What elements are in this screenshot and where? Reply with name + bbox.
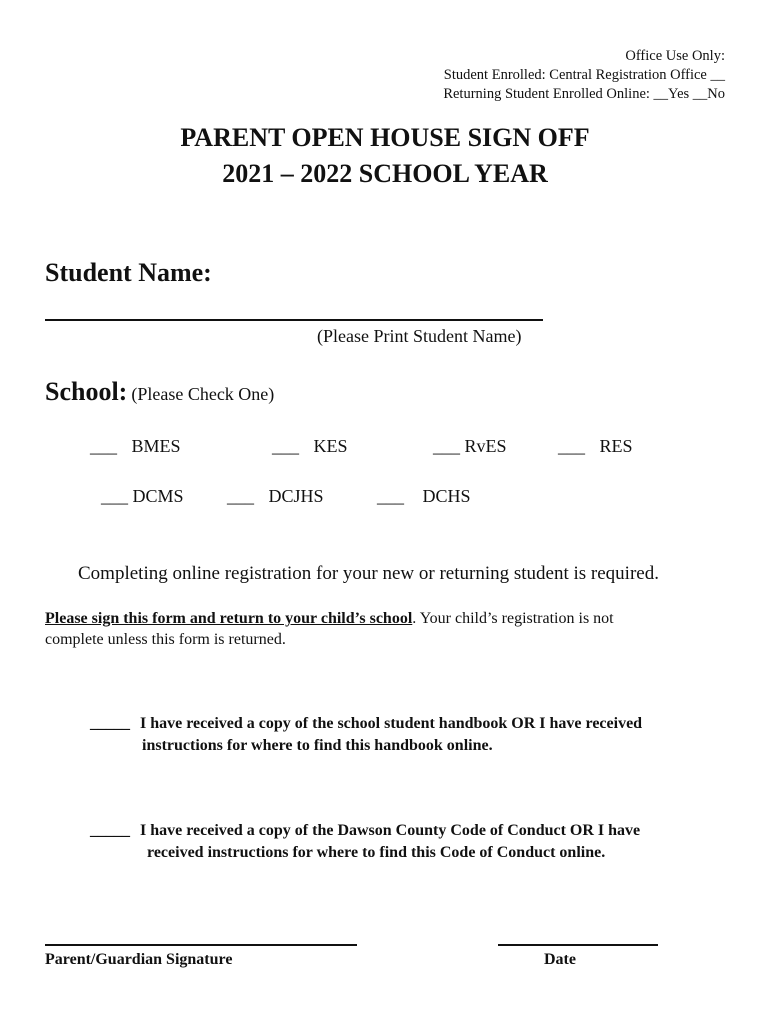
sign-instructions-line1 — [45, 608, 614, 629]
ack-code-of-conduct — [90, 820, 640, 864]
form-title-line2: 2021 – 2022 SCHOOL YEAR — [222, 159, 548, 188]
parent-signature-line[interactable] — [45, 944, 357, 946]
school-blank: ___ — [433, 436, 460, 456]
sign-instructions-rest: . Your child’s registration is not — [412, 610, 614, 627]
school-blank: ___ — [101, 486, 128, 506]
sign-instructions-line2: complete unless this form is returned. — [45, 631, 286, 648]
form-title-line1: PARENT OPEN HOUSE SIGN OFF — [180, 123, 590, 152]
school-row — [45, 377, 274, 407]
sign-instructions-emphasis: Please sign this form and return to your child’s school — [45, 610, 413, 627]
ack-handbook — [90, 713, 642, 757]
school-label: School: — [45, 377, 128, 406]
ack-handbook-blank[interactable]: _____ — [90, 715, 130, 732]
ack-handbook-line2: instructions for where to find this handbook online. — [142, 737, 493, 754]
student-name-label: Student Name: — [45, 258, 212, 287]
office-use-title: Office Use Only: — [625, 48, 725, 64]
school-checkbox-rves[interactable] — [433, 436, 507, 457]
date-label: Date — [544, 951, 576, 968]
school-option-label: KES — [313, 436, 348, 456]
school-checkbox-kes[interactable] — [272, 436, 348, 457]
school-blank: ___ — [377, 486, 404, 506]
ack-conduct-line2: received instructions for where to find this Code of Conduct online. — [147, 844, 606, 861]
school-blank: ___ — [227, 486, 254, 506]
student-name-hint: (Please Print Student Name) — [317, 326, 522, 346]
school-blank: ___ — [90, 436, 117, 456]
form-title — [0, 120, 770, 192]
student-name-line[interactable] — [45, 319, 543, 321]
registration-notice: Completing online registration for your new or returning student is required. — [78, 563, 659, 584]
sign-instructions — [45, 608, 614, 650]
school-option-label: DCJHS — [268, 486, 324, 506]
office-online-line: Returning Student Enrolled Online: __Yes __No — [443, 86, 725, 102]
school-option-label: DCHS — [422, 486, 471, 506]
office-enrolled-line: Student Enrolled: Central Registration Office __ — [443, 67, 725, 83]
parent-signature-label: Parent/Guardian Signature — [45, 951, 233, 968]
school-checkbox-dchs[interactable] — [377, 486, 471, 507]
date-line[interactable] — [498, 944, 658, 946]
school-blank: ___ — [272, 436, 299, 456]
school-blank: ___ — [558, 436, 585, 456]
school-option-label: RES — [599, 436, 633, 456]
school-checkbox-dcjhs[interactable] — [227, 486, 324, 507]
ack-conduct-line1: I have received a copy of the Dawson County Code of Conduct OR I have — [140, 822, 641, 839]
office-use-block — [443, 47, 725, 104]
school-hint: (Please Check One) — [131, 384, 275, 404]
school-checkbox-res[interactable] — [558, 436, 633, 457]
school-checkbox-dcms[interactable] — [101, 486, 184, 507]
school-option-label: DCMS — [132, 486, 184, 506]
school-option-label: RvES — [464, 436, 507, 456]
ack-conduct-blank[interactable]: _____ — [90, 822, 130, 839]
ack-handbook-line1: I have received a copy of the school student handbook OR I have received — [140, 715, 643, 732]
school-option-label: BMES — [131, 436, 181, 456]
school-checkbox-bmes[interactable] — [90, 436, 181, 457]
